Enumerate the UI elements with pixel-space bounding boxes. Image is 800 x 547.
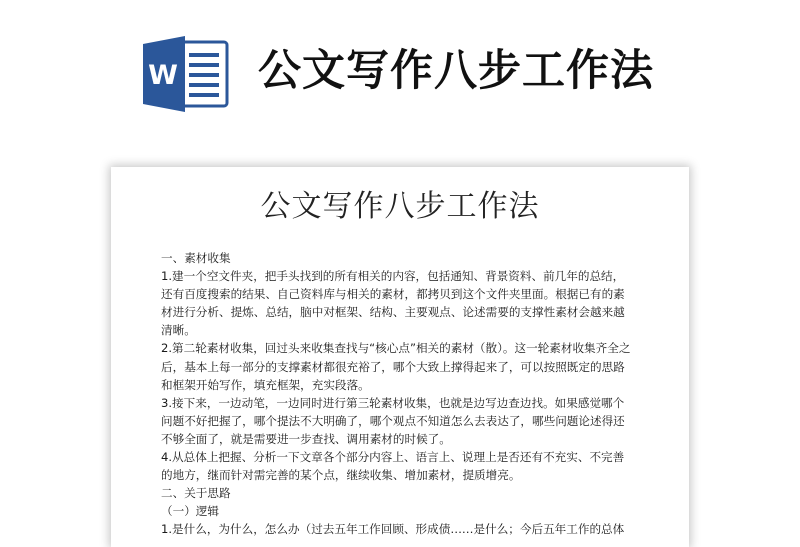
document-body [161, 249, 645, 539]
paragraph-line: 不够全面了，就是需要进一步查找、调用素材的时候了。 [161, 431, 451, 446]
paragraph-line: 4.从总体上把握、分析一下文章各个部分内容上、语言上、说理上是否还有不充实、不完善 [161, 450, 625, 465]
paragraph-line: 3.接下来，一边动笔，一边同时进行第三轮素材收集，也就是边写边查边找。如果感觉哪个 [161, 395, 625, 410]
paragraph-line: 后，基本上每一部分的支撑素材都很充裕了，哪个大致上撑得起来了，可以按照既定的思路 [161, 359, 625, 374]
paragraph-line: 问题不好把握了，哪个提法不大明确了，哪个观点不知道怎么去表达了，哪些问题论述得还 [161, 413, 625, 428]
paragraph-line: 2.第二轮素材收集，回过头来收集查找与“核心点”相关的素材（散）。这一轮素材收集齐全之 [161, 341, 631, 356]
document-page [111, 167, 689, 547]
paragraph-line: 还有百度搜索的结果、自己资料库与相关的素材，都拷贝到这个文件夹里面。根据已有的素 [161, 287, 625, 302]
banner-header [0, 0, 800, 150]
word-logo-letter: W [148, 60, 178, 91]
paragraph-line: 1.是什么，为什么，怎么办（过去五年工作回顾、形成债……是什么；今后五年工作的总体 [161, 522, 625, 537]
subsection-heading: （一）逻辑 [161, 504, 219, 519]
paragraph-line: 材进行分析、提炼、总结，脑中对框架、结构、主要观点、论述需要的支撑性素材会越来越 [161, 305, 625, 320]
paragraph-line: 和框架开始写作，填充框架，充实段落。 [161, 377, 370, 392]
word-document-icon [141, 36, 229, 112]
banner-title: 公文写作八步工作法 [258, 46, 654, 96]
section-heading: 一、素材收集 [161, 251, 231, 265]
paragraph-line: 清晰。 [161, 323, 196, 338]
paragraph-line: 的地方，继而针对需完善的某个点，继续收集、增加素材，提质增亮。 [161, 468, 521, 483]
section-heading: 二、关于思路 [161, 486, 231, 501]
paragraph-line: 1.建一个空文件夹，把手头找到的所有相关的内容，包括通知、背景资料、前几年的总结， [161, 269, 625, 284]
document-title: 公文写作八步工作法 [260, 189, 540, 224]
